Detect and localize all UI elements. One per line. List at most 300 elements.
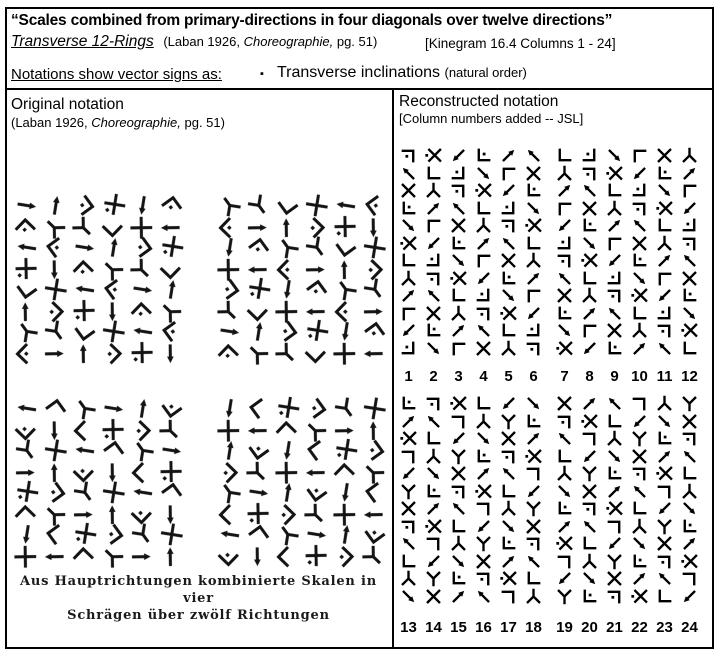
laban-vector-sign-yu-icon — [631, 430, 648, 447]
laban-vector-sign-trd-icon — [656, 322, 673, 339]
subtitle-ring-name: Transverse 12-Rings — [11, 33, 154, 50]
laban-vector-sign-ase-icon — [126, 542, 156, 572]
column-number: 7 — [560, 368, 569, 385]
notation-column — [303, 196, 329, 364]
laban-vector-sign-bl-icon — [606, 413, 623, 430]
laban-vector-sign-ane-icon — [556, 182, 573, 199]
laban-vector-sign-asw-icon — [400, 465, 417, 482]
notation-column — [631, 147, 648, 357]
laban-vector-sign-brd-icon — [425, 252, 442, 269]
german-caption-line1: Aus Hauptrichtungen kombinierte Skalen in vier — [19, 574, 377, 606]
right-panel-subtitle: [Column numbers added -- JSL] — [399, 111, 584, 126]
notation-column — [100, 196, 126, 364]
laban-vector-sign-yd-icon — [606, 430, 623, 447]
subtitle-ref-page: pg. 51) — [336, 34, 378, 49]
subtitle-ref-prefix: (Laban 1926, — [163, 34, 240, 49]
laban-vector-sign-anw-icon — [556, 430, 573, 447]
notation-column — [216, 196, 242, 364]
laban-vector-sign-tr-icon — [450, 413, 467, 430]
notation-column — [158, 196, 184, 364]
laban-vector-sign-bld-icon — [681, 287, 698, 304]
column-number: 10 — [631, 368, 648, 385]
laban-vector-sign-asw-icon — [400, 322, 417, 339]
laban-vector-sign-tl-icon — [271, 542, 301, 572]
laban-vector-sign-xd-icon — [606, 165, 623, 182]
laban-vector-sign-xd-icon — [681, 322, 698, 339]
laban-vector-sign-yu-icon — [358, 542, 388, 572]
laban-vector-sign-tr-icon — [68, 542, 98, 572]
laban-vector-sign-trd-icon — [450, 182, 467, 199]
laban-vector-sign-ane-icon — [450, 588, 467, 605]
laban-vector-sign-ane-icon — [681, 165, 698, 182]
laban-vector-sign-anw-icon — [358, 339, 388, 369]
laban-vector-sign-trd-icon — [631, 200, 648, 217]
laban-vector-sign-tl-icon — [450, 340, 467, 357]
notation-column — [425, 395, 442, 605]
laban-vector-sign-yd-icon — [656, 235, 673, 252]
laban-vector-sign-xx-icon — [631, 448, 648, 465]
notation-column — [100, 399, 126, 567]
vector-signs-label: Notations show vector signs as: — [11, 66, 222, 83]
notation-column — [129, 196, 155, 364]
laban-vector-sign-bl-icon — [556, 147, 573, 164]
laban-vector-sign-asw-icon — [656, 500, 673, 517]
laban-vector-sign-ase-icon — [606, 448, 623, 465]
notation-column — [500, 147, 517, 357]
laban-vector-sign-bld-icon — [500, 270, 517, 287]
notation-group — [556, 147, 698, 357]
column-number: 1 — [404, 368, 413, 385]
notation-column — [400, 147, 417, 357]
laban-vector-sign-asw-icon — [425, 553, 442, 570]
left-panel-subtitle — [11, 115, 225, 130]
laban-vector-sign-ase-icon — [606, 147, 623, 164]
laban-vector-sign-tr-icon — [500, 588, 517, 605]
laban-vector-sign-xx-icon — [631, 235, 648, 252]
column-number: 4 — [479, 368, 488, 385]
laban-vector-sign-tl-icon — [425, 217, 442, 234]
laban-vector-sign-ase-icon — [631, 535, 648, 552]
notation-column — [13, 196, 39, 364]
laban-vector-sign-xx-icon — [450, 217, 467, 234]
laban-vector-sign-bld-icon — [606, 465, 623, 482]
reconstructed-top-block — [400, 147, 698, 357]
laban-vector-sign-xx-icon — [556, 395, 573, 412]
laban-vector-sign-xx-icon — [606, 570, 623, 587]
laban-vector-sign-tl-icon — [500, 165, 517, 182]
laban-vector-sign-bld-icon — [581, 588, 598, 605]
laban-vector-sign-xx-icon — [10, 542, 40, 572]
laban-vector-sign-xd-icon — [450, 395, 467, 412]
laban-vector-sign-xx-icon — [556, 287, 573, 304]
left-panel-title: Original notation — [11, 96, 124, 113]
laban-vector-sign-brd-icon — [606, 270, 623, 287]
laban-vector-sign-anw-icon — [631, 483, 648, 500]
laban-vector-sign-ase-icon — [500, 518, 517, 535]
laban-vector-sign-yd-icon — [631, 322, 648, 339]
laban-vector-sign-brd-icon — [525, 322, 542, 339]
laban-vector-sign-asw-icon — [606, 535, 623, 552]
notation-group — [216, 399, 387, 567]
laban-vector-sign-bld-icon — [475, 448, 492, 465]
laban-vector-sign-ase-icon — [681, 500, 698, 517]
laban-vector-sign-xx-icon — [450, 465, 467, 482]
laban-vector-sign-yd-icon — [425, 448, 442, 465]
notation-column — [361, 196, 387, 364]
column-number: 16 — [475, 619, 492, 636]
laban-vector-sign-trd-icon — [425, 395, 442, 412]
laban-vector-sign-ase-icon — [500, 287, 517, 304]
laban-vector-sign-ane-icon — [475, 465, 492, 482]
notation-column — [245, 399, 271, 567]
laban-vector-sign-anw-icon — [681, 448, 698, 465]
column-number: 6 — [529, 368, 538, 385]
laban-vector-sign-bl-icon — [525, 570, 542, 587]
laban-vector-sign-ase-icon — [39, 339, 69, 369]
laban-vector-sign-trd-icon — [631, 465, 648, 482]
laban-vector-sign-yu-icon — [475, 535, 492, 552]
vector-signs-value — [277, 64, 527, 82]
notation-column — [42, 399, 68, 567]
laban-vector-sign-ane-icon — [606, 483, 623, 500]
laban-vector-sign-tr-icon — [681, 570, 698, 587]
laban-vector-sign-xx-icon — [400, 500, 417, 517]
laban-vector-sign-bl-icon — [581, 535, 598, 552]
laban-vector-sign-asw-icon — [581, 340, 598, 357]
laban-vector-sign-ane-icon — [155, 542, 185, 572]
notation-column — [13, 399, 39, 567]
laban-vector-sign-bld-icon — [556, 305, 573, 322]
laban-vector-sign-ane-icon — [656, 252, 673, 269]
column-number: 14 — [425, 619, 442, 636]
laban-vector-sign-trd-icon — [475, 570, 492, 587]
laban-vector-sign-anw-icon — [581, 518, 598, 535]
left-sub-page: pg. 51) — [184, 115, 225, 130]
laban-vector-sign-xd-icon — [556, 535, 573, 552]
laban-vector-sign-tl-icon — [681, 182, 698, 199]
laban-vector-sign-xd-icon — [475, 483, 492, 500]
laban-vector-sign-yu-icon — [681, 395, 698, 412]
laban-vector-sign-ane-icon — [581, 395, 598, 412]
laban-vector-sign-bl-icon — [500, 483, 517, 500]
laban-vector-sign-anw-icon — [656, 570, 673, 587]
laban-vector-sign-ane-icon — [400, 413, 417, 430]
laban-vector-sign-bld-icon — [681, 518, 698, 535]
laban-vector-sign-trd-icon — [213, 339, 243, 369]
laban-vector-sign-bl-icon — [525, 235, 542, 252]
laban-vector-sign-ane-icon — [606, 217, 623, 234]
laban-vector-sign-bld-icon — [581, 217, 598, 234]
laban-vector-sign-bl-icon — [681, 340, 698, 357]
notation-column — [556, 147, 573, 357]
notation-column — [475, 395, 492, 605]
laban-vector-sign-tl-icon — [525, 287, 542, 304]
notation-group — [216, 196, 387, 364]
notation-column — [71, 196, 97, 364]
notation-column — [525, 147, 542, 357]
laban-vector-sign-bl-icon — [450, 518, 467, 535]
laban-vector-sign-ase-icon — [581, 570, 598, 587]
laban-vector-sign-bl-icon — [425, 430, 442, 447]
laban-vector-sign-yd-icon — [242, 339, 272, 369]
header — [7, 9, 712, 90]
notation-column — [581, 395, 598, 605]
laban-vector-sign-anw-icon — [400, 535, 417, 552]
laban-vector-sign-ase-icon — [581, 235, 598, 252]
laban-vector-sign-xx-icon — [425, 305, 442, 322]
laban-vector-sign-ane-icon — [581, 305, 598, 322]
original-notation-bottom-block — [13, 399, 387, 567]
notation-column — [274, 399, 300, 567]
laban-vector-sign-xx-icon — [475, 553, 492, 570]
laban-vector-sign-ase-icon — [556, 322, 573, 339]
laban-vector-sign-trd-icon — [606, 287, 623, 304]
laban-vector-sign-ase-icon — [425, 340, 442, 357]
number-group — [556, 619, 698, 636]
laban-vector-sign-trd-icon — [400, 518, 417, 535]
laban-vector-sign-ane-icon — [631, 570, 648, 587]
reconstructed-bottom-block — [400, 395, 698, 605]
laban-vector-sign-trd-icon — [581, 165, 598, 182]
notation-group — [13, 196, 184, 364]
laban-vector-sign-bld-icon — [425, 483, 442, 500]
laban-vector-sign-brd-icon — [681, 217, 698, 234]
laban-vector-sign-asw-icon — [475, 270, 492, 287]
number-group — [400, 619, 542, 636]
laban-vector-sign-yu-icon — [656, 518, 673, 535]
laban-vector-sign-brd-icon — [500, 200, 517, 217]
left-sub-book: Choreographie, — [91, 115, 181, 130]
laban-vector-sign-anw-icon — [606, 305, 623, 322]
laban-vector-sign-asw-icon — [500, 182, 517, 199]
laban-vector-sign-bld-icon — [425, 322, 442, 339]
laban-vector-sign-bl-icon — [631, 305, 648, 322]
laban-vector-sign-ane-icon — [656, 448, 673, 465]
column-number: 9 — [610, 368, 619, 385]
laban-vector-sign-yu-icon — [271, 339, 301, 369]
laban-vector-sign-xd-icon — [400, 235, 417, 252]
notation-column — [216, 399, 242, 567]
laban-vector-sign-asw-icon — [475, 518, 492, 535]
notation-column — [245, 196, 271, 364]
notation-group — [400, 395, 542, 605]
laban-vector-sign-anw-icon — [581, 182, 598, 199]
laban-vector-sign-brd-icon — [329, 542, 359, 572]
laban-vector-sign-tr-icon — [525, 465, 542, 482]
laban-vector-sign-tr-icon — [656, 483, 673, 500]
column-numbers-1-12 — [400, 368, 698, 385]
number-group — [400, 368, 542, 385]
page-frame — [5, 7, 714, 649]
laban-vector-sign-yu-icon — [400, 483, 417, 500]
laban-vector-sign-bld-icon — [400, 200, 417, 217]
laban-vector-sign-tr-icon — [556, 553, 573, 570]
laban-vector-sign-asw-icon — [656, 287, 673, 304]
notation-column — [400, 395, 417, 605]
column-number: 3 — [454, 368, 463, 385]
laban-vector-sign-xx-icon — [425, 588, 442, 605]
laban-vector-sign-yd-icon — [656, 395, 673, 412]
laban-vector-sign-brd-icon — [450, 165, 467, 182]
right-panel-title: Reconstructed notation — [399, 93, 559, 110]
laban-vector-sign-asw-icon — [631, 165, 648, 182]
laban-vector-sign-ane-icon — [425, 500, 442, 517]
laban-vector-sign-xd-icon — [581, 252, 598, 269]
laban-vector-sign-trd-icon — [400, 147, 417, 164]
laban-vector-sign-xd-icon — [656, 200, 673, 217]
laban-vector-sign-tl-icon — [581, 322, 598, 339]
laban-vector-sign-xx-icon — [500, 252, 517, 269]
laban-vector-sign-ane-icon — [556, 518, 573, 535]
laban-vector-sign-asw-icon — [425, 235, 442, 252]
notation-group — [556, 395, 698, 605]
laban-vector-sign-tld-icon — [10, 339, 40, 369]
laban-vector-sign-yd-icon — [500, 500, 517, 517]
laban-vector-sign-asw-icon — [681, 200, 698, 217]
laban-vector-sign-bld-icon — [475, 147, 492, 164]
column-numbers-13-24 — [400, 619, 698, 636]
laban-vector-sign-anw-icon — [500, 235, 517, 252]
laban-vector-sign-trd-icon — [425, 270, 442, 287]
laban-vector-sign-trd-icon — [581, 500, 598, 517]
column-number: 24 — [681, 619, 698, 636]
laban-vector-sign-bl-icon — [656, 588, 673, 605]
laban-vector-sign-ane-icon — [631, 340, 648, 357]
notation-column — [606, 395, 623, 605]
laban-vector-sign-trd-icon — [500, 448, 517, 465]
laban-vector-sign-bld-icon — [631, 553, 648, 570]
column-number: 19 — [556, 619, 573, 636]
laban-vector-sign-anw-icon — [425, 287, 442, 304]
laban-vector-sign-yd-icon — [556, 465, 573, 482]
notation-column — [500, 395, 517, 605]
laban-vector-sign-bl-icon — [500, 322, 517, 339]
column-number: 13 — [400, 619, 417, 636]
laban-vector-sign-ase-icon — [475, 165, 492, 182]
laban-vector-sign-asw-icon — [155, 339, 185, 369]
notation-column — [425, 147, 442, 357]
laban-vector-sign-anw-icon — [631, 217, 648, 234]
notation-column — [361, 399, 387, 567]
laban-vector-sign-anw-icon — [525, 553, 542, 570]
notation-column — [556, 395, 573, 605]
column-number: 17 — [500, 619, 517, 636]
left-sub-prefix: (Laban 1926, — [11, 115, 88, 130]
column-number: 2 — [429, 368, 438, 385]
laban-vector-sign-ase-icon — [425, 465, 442, 482]
laban-vector-sign-tl-icon — [475, 252, 492, 269]
laban-vector-sign-ane-icon — [525, 270, 542, 287]
laban-vector-sign-asw-icon — [525, 483, 542, 500]
laban-vector-sign-bld-icon — [525, 182, 542, 199]
page-title: “Scales combined from primary-directions in four diagonals over twelve directions” — [11, 12, 613, 29]
laban-vector-sign-xx-icon — [681, 413, 698, 430]
notation-column — [656, 395, 673, 605]
original-notation-panel — [7, 90, 394, 647]
laban-vector-sign-yu-icon — [500, 413, 517, 430]
laban-vector-sign-trd-icon — [500, 217, 517, 234]
laban-vector-sign-trd-icon — [450, 483, 467, 500]
laban-vector-sign-tl-icon — [400, 305, 417, 322]
laban-vector-sign-yd-icon — [400, 570, 417, 587]
laban-vector-sign-yd-icon — [400, 270, 417, 287]
laban-vector-sign-xd-icon — [500, 305, 517, 322]
notation-column — [42, 196, 68, 364]
vector-value-text: Transverse inclinations — [277, 64, 441, 81]
laban-vector-sign-yd-icon — [475, 217, 492, 234]
laban-vector-sign-bld-icon — [500, 535, 517, 552]
laban-vector-sign-bl-icon — [400, 252, 417, 269]
laban-vector-sign-yd-icon — [450, 305, 467, 322]
laban-vector-sign-bl-icon — [631, 500, 648, 517]
subtitle-ref-book: Choreographie, — [243, 34, 334, 49]
notation-column — [71, 399, 97, 567]
notation-column — [303, 399, 329, 567]
laban-vector-sign-xd-icon — [681, 553, 698, 570]
laban-vector-sign-trd-icon — [556, 413, 573, 430]
column-number: 12 — [681, 368, 698, 385]
laban-vector-sign-yu-icon — [606, 553, 623, 570]
laban-vector-sign-bl-icon — [425, 165, 442, 182]
laban-vector-sign-anw-icon — [475, 322, 492, 339]
laban-vector-sign-xd-icon — [581, 413, 598, 430]
laban-vector-sign-xx-icon — [656, 147, 673, 164]
laban-vector-sign-xx-icon — [475, 340, 492, 357]
laban-vector-sign-brd-icon — [581, 147, 598, 164]
laban-vector-sign-asw-icon — [556, 570, 573, 587]
laban-vector-sign-xd-icon — [450, 270, 467, 287]
reconstructed-notation-panel — [394, 90, 712, 647]
laban-vector-sign-bld-icon — [450, 235, 467, 252]
laban-vector-sign-asw-icon — [525, 305, 542, 322]
laban-vector-sign-xd-icon — [425, 147, 442, 164]
laban-vector-sign-xx-icon — [606, 322, 623, 339]
laban-vector-sign-yd-icon — [606, 200, 623, 217]
laban-vector-sign-xd-icon — [525, 448, 542, 465]
laban-vector-sign-xx-icon — [329, 339, 359, 369]
laban-vector-sign-xd-icon — [631, 588, 648, 605]
laban-vector-sign-tl-icon — [606, 235, 623, 252]
laban-vector-sign-xx-icon — [581, 200, 598, 217]
vector-value-note: (natural order) — [444, 65, 527, 80]
laban-vector-sign-ase-icon — [475, 430, 492, 447]
laban-vector-sign-xx-icon — [400, 182, 417, 199]
laban-vector-sign-anw-icon — [500, 465, 517, 482]
laban-vector-sign-bl-icon — [656, 217, 673, 234]
laban-vector-sign-ase-icon — [681, 305, 698, 322]
laban-vector-sign-ane-icon — [68, 339, 98, 369]
laban-vector-sign-bl-icon — [606, 182, 623, 199]
laban-vector-sign-trd-icon — [606, 588, 623, 605]
laban-vector-sign-xx-icon — [500, 430, 517, 447]
laban-vector-sign-bld-icon — [450, 570, 467, 587]
notation-column — [332, 196, 358, 364]
laban-vector-sign-ase-icon — [631, 270, 648, 287]
laban-vector-sign-asw-icon — [500, 395, 517, 412]
laban-vector-sign-yd-icon — [681, 483, 698, 500]
notation-group — [13, 399, 184, 567]
laban-vector-sign-tr-icon — [581, 430, 598, 447]
laban-vector-sign-anw-icon — [475, 588, 492, 605]
column-number: 8 — [585, 368, 594, 385]
notation-column — [129, 399, 155, 567]
laban-vector-sign-bld-icon — [556, 500, 573, 517]
laban-vector-sign-xd-icon — [556, 340, 573, 357]
notation-column — [656, 147, 673, 357]
notation-column — [450, 147, 467, 357]
laban-vector-sign-xd-icon — [656, 465, 673, 482]
laban-vector-sign-yu-icon — [581, 465, 598, 482]
